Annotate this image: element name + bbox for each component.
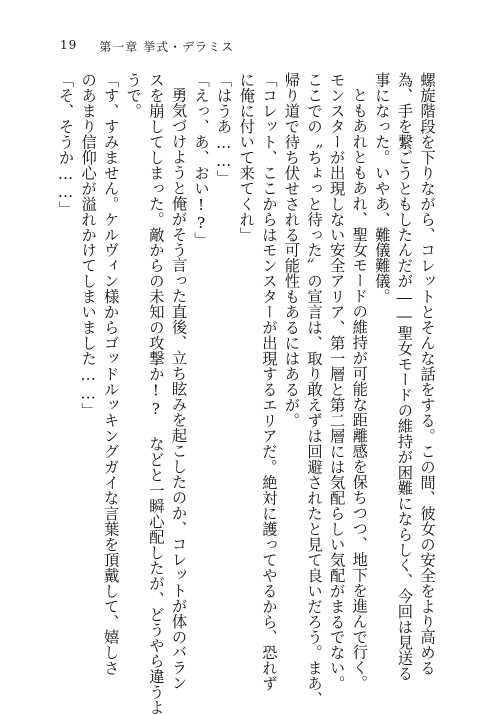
text-line: 螺旋階段を下りながら、コレットとそんな話をする。この間、彼女の安全をより高める <box>418 72 436 676</box>
text-line: 「そ、そうか……」 <box>56 72 75 217</box>
text-line: のあまり信仰心が溢れかけてしまいました……」 <box>79 72 98 418</box>
text-line: モンスターが出現しない安全アリア、第一層と第二層には気配らしい気配がまるでない。 <box>327 72 346 692</box>
text-line: 為、手を繋ごうともしたんだが――聖女モードの維持が困難にならしく、今回は見送る <box>395 72 414 682</box>
text-line: 「コレット、ここからはモンスターが出現するエリアだ。絶対に護ってやるから、恐れず <box>259 72 278 692</box>
text-line: うで。 <box>124 72 143 119</box>
text-line: 帰り道で待ち伏せされる可能性もあるにはあるが。 <box>282 72 301 429</box>
body-text <box>56 72 438 715</box>
text-line: 勇気づけようと俺がそう言った直後、立ち眩みを起こしたのか、コレットが体のバラン <box>169 87 188 691</box>
text-line: 「はうあ……」 <box>214 72 233 186</box>
text-line: ここでの〝ちょっと待った〟の宣言は、取り敢えずは回避されたと見て良いだろう。まあ、 <box>305 72 324 707</box>
text-line: 「す、すみません。ケルヴィン様からゴッドルッキングガイな言葉を頂戴して、嬉しさ <box>101 72 120 676</box>
text-line: 事になった。いやあ、難儀難儀。 <box>372 72 391 305</box>
chapter-title: 第一章 挙式・デラミス <box>99 40 235 54</box>
page-number: 19 <box>60 38 78 52</box>
page-header <box>60 38 234 55</box>
text-line: ともあれともあれ、聖女モードの維持が可能な距離感を保ちつつ、地下を進んで行く。 <box>350 87 369 691</box>
text-line: スを崩してしまった。敵からの未知の攻撃か!? などと一瞬心配したが、どうやら違うよ <box>146 72 165 715</box>
text-line: 「えっ、あ、おい!?」 <box>192 72 211 248</box>
text-line: に俺に付いて来てくれ」 <box>237 72 256 243</box>
